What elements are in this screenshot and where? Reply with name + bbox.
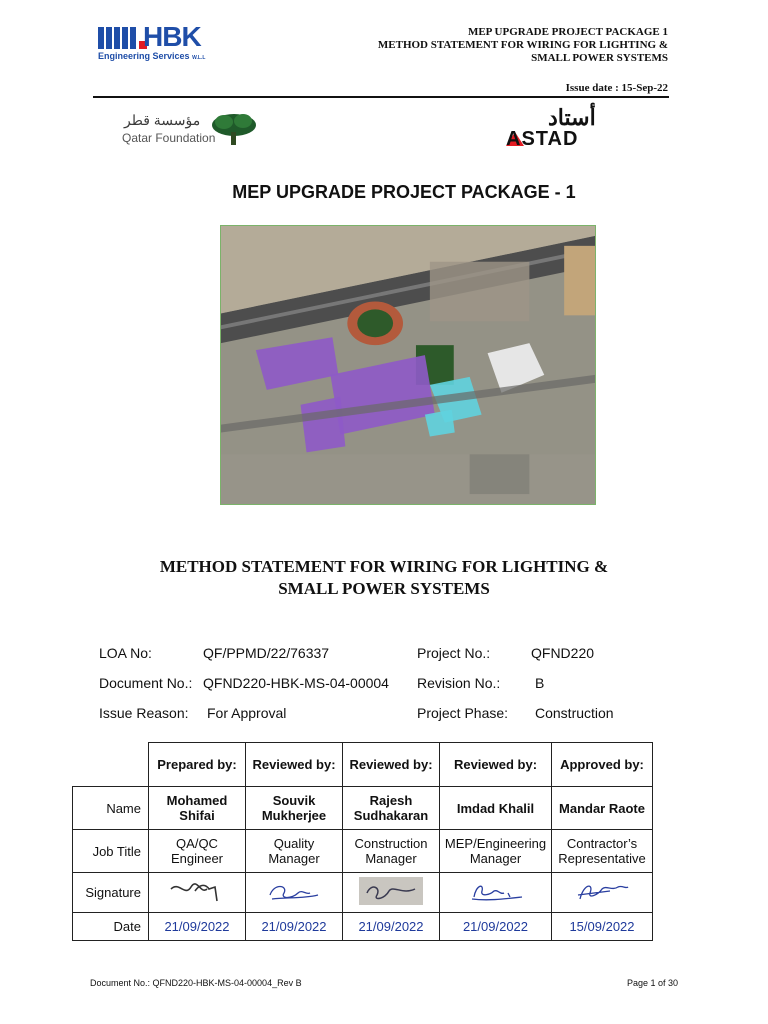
row-label: Job Title [73,830,149,873]
project-no-label: Project No.: [417,645,491,661]
signature-image [262,877,326,905]
method-statement-title: METHOD STATEMENT FOR WIRING FOR LIGHTING & SMALL POWER SYSTEMS [159,557,609,598]
revision-value: B [535,675,545,691]
job-title-cell: QA/QC Engineer [149,830,246,873]
signature-cell [149,873,246,913]
loa-value: QF/PPMD/22/76337 [203,645,330,661]
qatar-foundation-arabic: مؤسسة قطر [124,112,201,128]
job-title-cell: Contractor’s Representative [552,830,653,873]
signature-cell [440,873,552,913]
job-title-cell: MEP/Engineering Manager [440,830,552,873]
table-header-row [73,743,653,787]
job-title-cell: Quality Manager [246,830,343,873]
revision-label: Revision No.: [417,675,501,691]
project-phase-value: Construction [535,705,614,721]
column-header: Reviewed by: [246,743,343,787]
date-cell: 21/09/2022 [440,913,552,941]
table-row [73,830,653,873]
row-label: Name [73,787,149,830]
signature-image [570,877,634,905]
signoff-table [72,742,653,941]
name-cell: Rajesh Sudhakaran [343,787,440,830]
date-cell: 21/09/2022 [246,913,343,941]
project-no-value: QFND220 [531,645,595,661]
row-label: Signature [73,873,149,913]
main-title: MEP UPGRADE PROJECT PACKAGE - 1 [232,182,576,202]
hbk-logo-text: HBK [143,21,201,52]
issue-date: Issue date : 15-Sep-22 [565,82,668,94]
name-cell: Souvik Mukherjee [246,787,343,830]
signature-cell [246,873,343,913]
astad-arabic: أستاد [548,105,596,130]
document-no-label: Document No.: [99,675,193,691]
job-title-cell: Construction Manager [343,830,440,873]
issue-reason-value: For Approval [207,705,287,721]
table-corner [73,743,149,787]
column-header: Reviewed by: [440,743,552,787]
hbk-subtitle: Engineering Services W.L.L [98,51,206,61]
row-label: Date [73,913,149,941]
issue-reason-label: Issue Reason: [99,705,189,721]
signature-cell [343,873,440,913]
name-cell: Mandar Raote [552,787,653,830]
aerial-site-image [220,225,596,505]
column-header: Reviewed by: [343,743,440,787]
signature-cell [552,873,653,913]
table-row [73,787,653,830]
table-row [73,873,653,913]
project-phase-label: Project Phase: [417,705,509,721]
footer-page-number: Page 1 of 30 [626,978,678,988]
date-cell: 15/09/2022 [552,913,653,941]
table-row [73,913,653,941]
column-header: Prepared by: [149,743,246,787]
signature-image [359,877,423,905]
astad-logo-text: ASTAD [506,128,579,150]
hbk-logo-mark [98,27,144,49]
column-header: Approved by: [552,743,653,787]
qatar-foundation-logo-text: Qatar Foundation [122,131,216,145]
name-cell: Mohamed Shifai [149,787,246,830]
header-doc-title: MEP UPGRADE PROJECT PACKAGE 1 METHOD STATEMENT FOR WIRING FOR LIGHTING & SMALL POWER SYSTEMS [377,26,668,64]
signature-image [165,877,229,905]
name-cell: Imdad Khalil [440,787,552,830]
loa-label: LOA No: [99,645,152,661]
header-divider [93,96,669,98]
document-no-value: QFND220-HBK-MS-04-00004 [203,675,389,691]
signature-image [464,877,528,905]
date-cell: 21/09/2022 [343,913,440,941]
footer-document-no: Document No.: QFND220-HBK-MS-04-00004_Rev B [90,978,302,988]
date-cell: 21/09/2022 [149,913,246,941]
qatar-foundation-tree-icon [210,112,258,146]
